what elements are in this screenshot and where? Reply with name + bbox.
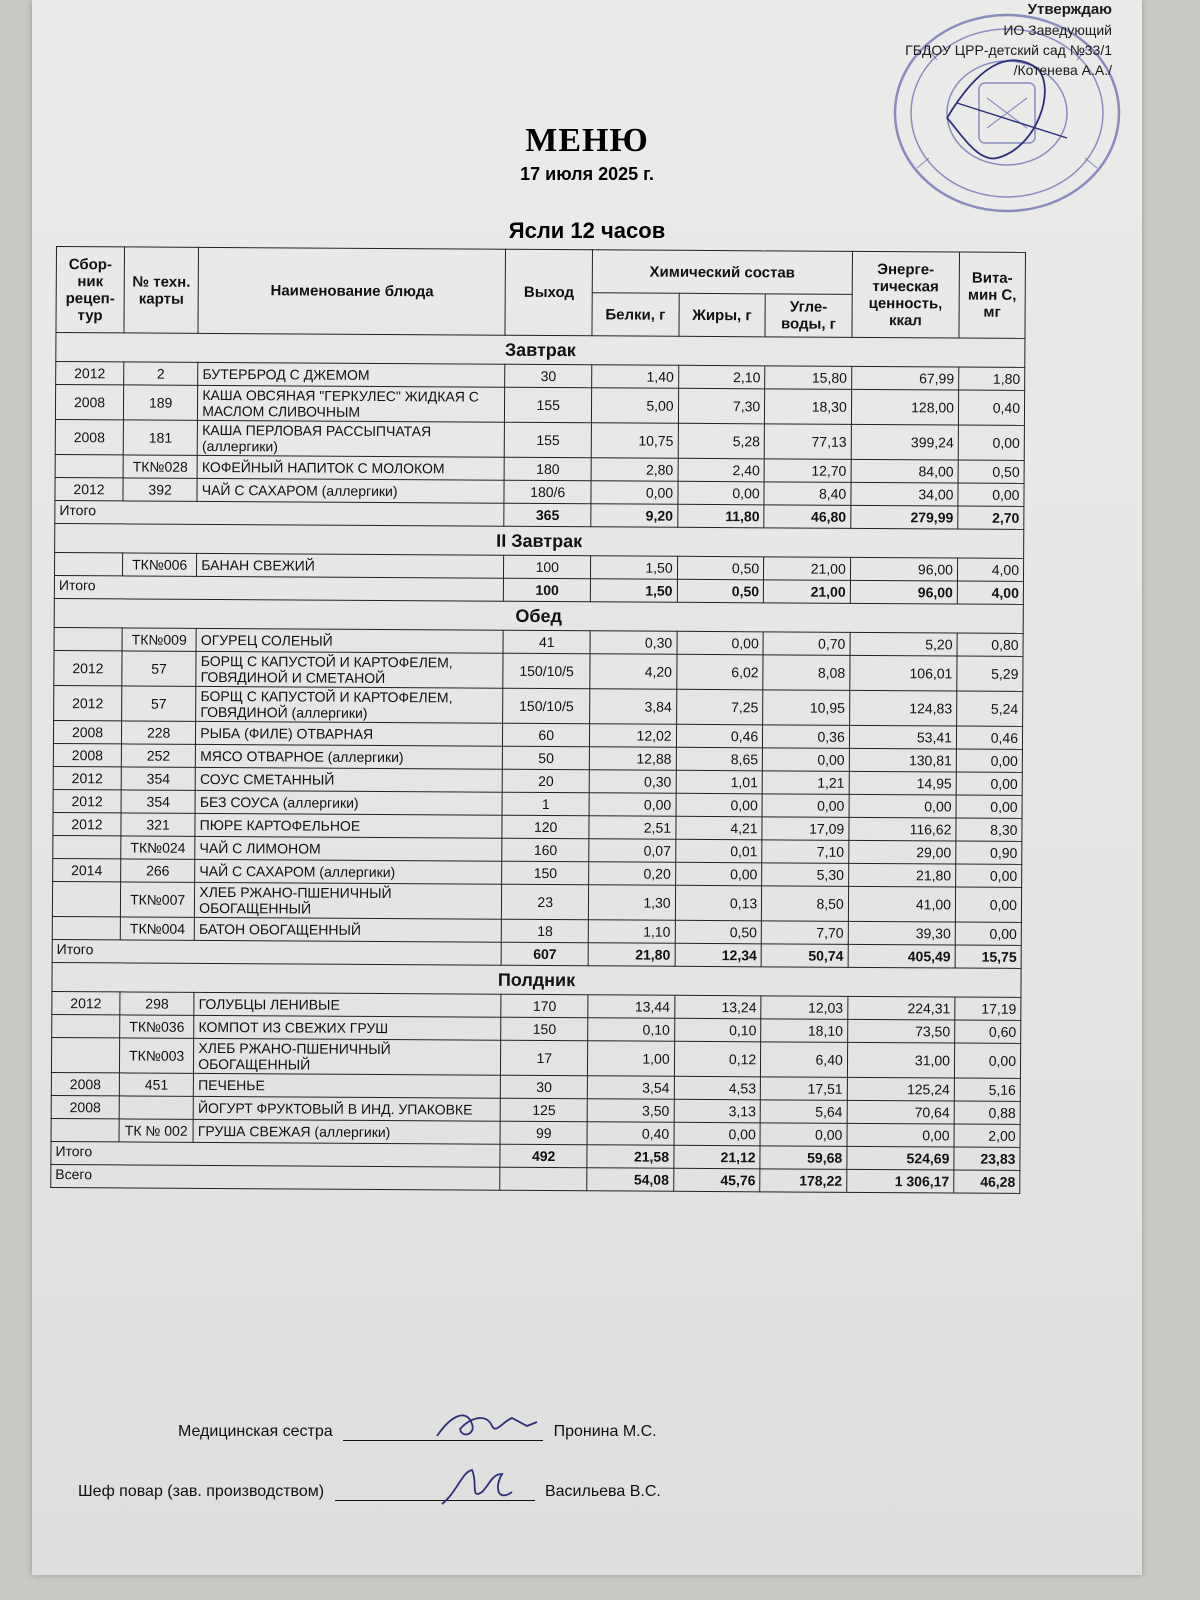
cell-fats: 0,01 [675, 839, 762, 863]
table-row [54, 685, 1023, 726]
total-energy: 524,69 [847, 1146, 954, 1170]
total-vitamin: 23,83 [954, 1147, 1020, 1170]
table-row [52, 881, 1021, 922]
total-label: Итого [54, 575, 504, 601]
cell-energy: 29,00 [848, 840, 955, 864]
cell-energy: 0,00 [847, 1123, 954, 1147]
cell-dish-name: БАТОН ОБОГАЩЕННЫЙ [195, 917, 502, 942]
cell-proteins: 1,40 [592, 365, 679, 389]
cell-proteins: 1,00 [587, 1041, 674, 1077]
cell-tech-card: 354 [121, 790, 195, 813]
cell-output: 1 [502, 792, 589, 816]
cell-collection: 2012 [56, 362, 124, 385]
cell-vitamin: 5,29 [957, 656, 1023, 691]
cell-carbs: 0,00 [762, 748, 849, 772]
cell-energy: 67,99 [851, 366, 958, 390]
total-label: Итого [55, 500, 505, 526]
cell-vitamin: 0,50 [958, 460, 1024, 483]
total-proteins: 21,80 [588, 943, 675, 967]
cell-collection [55, 454, 123, 477]
cell-collection: 2012 [53, 766, 121, 789]
cell-output: 23 [502, 884, 589, 920]
cell-tech-card: ТК№024 [121, 836, 195, 859]
table-row [55, 385, 1024, 426]
cell-collection: 2008 [51, 1095, 119, 1118]
cell-vitamin: 0,00 [955, 922, 1021, 945]
cell-fats: 0,00 [678, 481, 765, 505]
cell-carbs: 17,51 [760, 1077, 847, 1101]
cell-output: 18 [502, 919, 589, 943]
menu-table [50, 246, 1026, 1194]
cell-output: 17 [501, 1040, 588, 1076]
cell-proteins: 0,00 [589, 793, 676, 817]
nurse-name: Пронина М.С. [553, 1423, 657, 1440]
cell-tech-card: 266 [121, 859, 195, 882]
cell-output: 30 [505, 364, 592, 388]
cell-output: 170 [501, 994, 588, 1018]
cell-dish-name: БЕЗ СОУСА (аллергики) [195, 790, 502, 815]
grand-total-energy: 1 306,17 [846, 1169, 953, 1193]
cell-energy: 41,00 [848, 886, 955, 922]
cell-carbs: 8,50 [762, 886, 849, 922]
cell-carbs: 8,40 [764, 482, 851, 506]
grand-total-proteins: 54,08 [587, 1168, 674, 1192]
chef-name: Васильева В.С. [544, 1483, 661, 1500]
total-energy: 96,00 [850, 580, 957, 604]
page-title: МЕНЮ [525, 122, 649, 159]
cell-tech-card: 57 [122, 686, 196, 721]
cell-proteins: 2,80 [591, 458, 678, 482]
cell-tech-card: ТК№009 [122, 628, 196, 651]
cell-dish-name: БОРЩ С КАПУСТОЙ И КАРТОФЕЛЕМ, ГОВЯДИНОЙ И СМЕТАНОЙ [196, 651, 503, 688]
cell-tech-card: ТК№036 [120, 1015, 194, 1038]
cell-dish-name: ХЛЕБ РЖАНО-ПШЕНИЧНЫЙ ОБОГАЩЕННЫЙ [195, 882, 502, 919]
cell-carbs: 5,64 [760, 1100, 847, 1124]
total-carbs: 21,00 [764, 580, 851, 604]
cell-collection [52, 1014, 120, 1037]
cell-proteins: 0,07 [589, 839, 676, 863]
cell-dish-name: МЯСО ОТВАРНОЕ (аллергики) [196, 744, 503, 769]
cell-dish-name: ГРУША СВЕЖАЯ (аллергики) [193, 1119, 500, 1144]
cell-proteins: 3,50 [587, 1099, 674, 1123]
cell-vitamin: 0,00 [958, 483, 1024, 506]
chef-role: Шеф повар (зав. производством) [78, 1483, 325, 1500]
cell-vitamin: 0,88 [954, 1101, 1020, 1124]
cell-vitamin: 0,00 [956, 864, 1022, 887]
cell-dish-name: КОФЕЙНЫЙ НАПИТОК С МОЛОКОМ [197, 455, 504, 480]
cell-collection: 2012 [54, 685, 122, 720]
cell-collection [54, 627, 122, 650]
cell-fats: 4,53 [674, 1076, 761, 1100]
cell-carbs: 12,03 [761, 996, 848, 1020]
cell-dish-name: СОУС СМЕТАННЫЙ [195, 767, 502, 792]
cell-fats: 0,00 [676, 793, 763, 817]
cell-vitamin: 0,90 [956, 841, 1022, 864]
cell-energy: 0,00 [849, 794, 956, 818]
cell-carbs: 7,10 [762, 840, 849, 864]
cell-dish-name: ЧАЙ С ЛИМОНОМ [195, 836, 502, 861]
cell-collection: 2008 [55, 385, 123, 420]
cell-proteins: 0,10 [588, 1018, 675, 1042]
cell-energy: 53,41 [849, 725, 956, 749]
total-fats: 11,80 [677, 504, 764, 528]
nurse-signature-scribble [432, 1404, 542, 1444]
cell-vitamin: 0,80 [957, 633, 1023, 656]
cell-tech-card: ТК№028 [123, 455, 197, 478]
cell-fats: 3,13 [674, 1099, 761, 1123]
cell-energy: 21,80 [848, 863, 955, 887]
cell-vitamin: 0,60 [955, 1020, 1021, 1043]
cell-carbs: 18,30 [765, 389, 852, 425]
cell-collection [52, 881, 120, 916]
total-energy: 279,99 [851, 505, 958, 529]
nurse-signature-line [178, 1422, 657, 1441]
total-carbs: 50,74 [761, 944, 848, 968]
cell-proteins: 2,51 [589, 816, 676, 840]
menu-sheet [32, 0, 1142, 1575]
grand-total-label: Всего [51, 1164, 501, 1190]
cell-vitamin: 0,00 [956, 749, 1022, 772]
cell-dish-name: ХЛЕБ РЖАНО-ПШЕНИЧНЫЙ ОБОГАЩЕННЫЙ [194, 1038, 501, 1075]
col-carbs: Угле-воды, г [765, 294, 852, 338]
cell-dish-name: КОМПОТ ИЗ СВЕЖИХ ГРУШ [194, 1015, 501, 1040]
cell-vitamin: 1,80 [959, 367, 1025, 390]
cell-vitamin: 0,00 [958, 425, 1024, 460]
cell-dish-name: БОРЩ С КАПУСТОЙ И КАРТОФЕЛЕМ, ГОВЯДИНОЙ (аллергики) [196, 686, 503, 723]
cell-energy: 116,62 [849, 817, 956, 841]
cell-dish-name: ПЕЧЕНЬЕ [194, 1073, 501, 1098]
table-row [51, 1037, 1020, 1078]
cell-carbs: 0,00 [760, 1123, 847, 1147]
cell-tech-card: 2 [124, 362, 198, 385]
total-fats: 21,12 [673, 1145, 760, 1169]
cell-energy: 84,00 [851, 459, 958, 483]
cell-vitamin: 0,00 [956, 772, 1022, 795]
cell-tech-card: 298 [120, 992, 194, 1015]
cell-energy: 399,24 [851, 424, 958, 460]
cell-fats: 7,25 [676, 689, 763, 725]
cell-tech-card: ТК№003 [119, 1038, 193, 1073]
cell-carbs: 8,08 [763, 655, 850, 691]
cell-fats: 0,00 [677, 631, 764, 655]
cell-fats: 0,10 [674, 1018, 761, 1042]
cell-collection: 2012 [53, 812, 121, 835]
cell-energy: 39,30 [848, 921, 955, 945]
cell-output: 125 [501, 1098, 588, 1122]
cell-vitamin: 17,19 [955, 997, 1021, 1020]
cell-collection: 2008 [51, 1072, 119, 1095]
total-carbs: 46,80 [764, 505, 851, 529]
cell-proteins: 0,30 [590, 631, 677, 655]
cell-proteins: 5,00 [591, 388, 678, 424]
cell-output: 155 [505, 422, 592, 458]
cell-output: 99 [500, 1121, 587, 1145]
total-carbs: 59,68 [760, 1146, 847, 1170]
col-fats: Жиры, г [679, 293, 766, 337]
cell-output: 120 [502, 815, 589, 839]
cell-energy: 70,64 [847, 1100, 954, 1124]
cell-tech-card: ТК № 002 [119, 1119, 193, 1142]
cell-energy: 5,20 [850, 632, 957, 656]
cell-vitamin: 2,00 [954, 1124, 1020, 1147]
cell-energy: 34,00 [851, 482, 958, 506]
cell-tech-card: 392 [123, 478, 197, 501]
total-proteins: 21,58 [587, 1145, 674, 1169]
table-row [55, 419, 1024, 460]
cell-proteins: 0,30 [589, 770, 676, 794]
total-output: 607 [502, 942, 589, 966]
approval-org: ГБДОУ ЦРР-детский сад №33/1 [905, 42, 1112, 58]
cell-tech-card: ТК№007 [120, 882, 194, 917]
col-output: Выход [505, 249, 592, 336]
cell-fats: 1,01 [676, 770, 763, 794]
cell-vitamin: 5,24 [957, 691, 1023, 726]
cell-proteins: 0,00 [591, 481, 678, 505]
cell-output: 20 [503, 769, 590, 793]
cell-output: 30 [501, 1075, 588, 1099]
col-collection: Сбор-ник рецеп-тур [56, 247, 125, 333]
cell-vitamin: 0,00 [955, 887, 1021, 922]
col-dish-name: Наименование блюда [198, 247, 506, 335]
total-proteins: 1,50 [590, 579, 677, 603]
cell-proteins: 1,50 [590, 556, 677, 580]
cell-tech-card: 228 [121, 721, 195, 744]
cell-fats: 0,50 [675, 920, 762, 944]
cell-fats: 2,40 [678, 458, 765, 482]
cell-tech-card: 252 [121, 744, 195, 767]
cell-fats: 5,28 [678, 423, 765, 459]
cell-fats: 7,30 [678, 388, 765, 424]
cell-energy: 124,83 [849, 690, 956, 726]
cell-vitamin: 0,00 [956, 795, 1022, 818]
cell-energy: 224,31 [848, 996, 955, 1020]
cell-proteins: 3,84 [590, 689, 677, 725]
cell-tech-card: ТК№004 [120, 917, 194, 940]
cell-fats: 0,12 [674, 1041, 761, 1077]
total-fats: 12,34 [675, 943, 762, 967]
col-tech-card: № техн. карты [124, 247, 199, 333]
cell-collection: 2012 [54, 650, 122, 685]
grand-total-vitamin: 46,28 [954, 1170, 1020, 1193]
cell-proteins: 13,44 [588, 995, 675, 1019]
cell-output: 41 [503, 630, 590, 654]
total-fats: 0,50 [677, 579, 764, 603]
cell-collection [51, 1118, 119, 1141]
grand-total-carbs: 178,22 [760, 1169, 847, 1193]
cell-dish-name: ЙОГУРТ ФРУКТОВЫЙ В ИНД. УПАКОВКЕ [193, 1096, 500, 1121]
cell-output: 60 [503, 723, 590, 747]
cell-fats: 6,02 [676, 654, 763, 690]
cell-proteins: 0,20 [589, 862, 676, 886]
cell-proteins: 1,30 [588, 885, 675, 921]
grand-total-row [51, 1164, 1020, 1193]
cell-output: 150 [501, 1017, 588, 1041]
cell-carbs: 10,95 [763, 690, 850, 726]
total-output: 365 [504, 503, 591, 527]
section-title: II Завтрак [55, 523, 1024, 558]
cell-collection [51, 1037, 119, 1072]
cell-fats: 0,13 [675, 885, 762, 921]
cell-proteins: 10,75 [591, 423, 678, 459]
cell-fats: 0,46 [676, 724, 763, 748]
cell-carbs: 12,70 [764, 459, 851, 483]
cell-fats: 0,00 [674, 1122, 761, 1146]
cell-collection: 2008 [53, 743, 121, 766]
cell-dish-name: ПЮРЕ КАРТОФЕЛЬНОЕ [195, 813, 502, 838]
cell-energy: 125,24 [847, 1077, 954, 1101]
cell-dish-name: ЧАЙ С САХАРОМ (аллергики) [197, 478, 504, 503]
cell-tech-card: 57 [122, 651, 196, 686]
cell-collection: 2012 [52, 991, 120, 1014]
approval-block [905, 0, 1112, 80]
total-energy: 405,49 [848, 944, 955, 968]
cell-dish-name: РЫБА (ФИЛЕ) ОТВАРНАЯ [196, 721, 503, 746]
menu-date: 17 июля 2025 г. [520, 164, 654, 184]
cell-fats: 0,50 [677, 556, 764, 580]
cell-output: 180/6 [504, 480, 591, 504]
menu-body [51, 333, 1025, 1194]
cell-collection [52, 916, 120, 939]
cell-output: 150 [502, 861, 589, 885]
total-output: 100 [504, 578, 591, 602]
cell-collection: 2012 [55, 477, 123, 500]
cell-tech-card: 321 [121, 813, 195, 836]
cell-carbs: 21,00 [764, 557, 851, 581]
group-name: Ясли 12 часов [508, 218, 666, 243]
cell-vitamin: 0,46 [956, 726, 1022, 749]
cell-collection: 2012 [53, 789, 121, 812]
approval-name: /Котенева А.А./ [1013, 62, 1112, 78]
cell-carbs: 7,70 [761, 921, 848, 945]
col-energy: Энерге-тическая ценность, ккал [852, 251, 960, 338]
total-output: 492 [500, 1144, 587, 1168]
cell-dish-name: ЧАЙ С САХАРОМ (аллергики) [195, 859, 502, 884]
cell-tech-card: ТК№006 [123, 553, 197, 576]
cell-carbs: 17,09 [762, 817, 849, 841]
cell-tech-card: 354 [121, 767, 195, 790]
cell-tech-card: 181 [123, 420, 197, 455]
cell-proteins: 12,88 [589, 747, 676, 771]
col-vitamin: Вита-мин С, мг [959, 252, 1026, 338]
cell-collection [54, 552, 122, 575]
cell-dish-name: ОГУРЕЦ СОЛЕНЫЙ [196, 628, 503, 653]
section-title: Завтрак [56, 333, 1025, 368]
table-row [54, 650, 1023, 691]
cell-energy: 96,00 [850, 557, 957, 581]
cell-dish-name: КАША ПЕРЛОВАЯ РАССЫПЧАТАЯ (аллергики) [197, 420, 504, 457]
cell-proteins: 3,54 [587, 1076, 674, 1100]
cell-proteins: 4,20 [590, 654, 677, 690]
cell-carbs: 77,13 [764, 424, 851, 460]
cell-vitamin: 4,00 [957, 558, 1023, 581]
cell-carbs: 15,80 [765, 366, 852, 390]
cell-fats: 8,65 [676, 747, 763, 771]
cell-fats: 2,10 [678, 365, 765, 389]
cell-dish-name: ГОЛУБЦЫ ЛЕНИВЫЕ [194, 992, 501, 1017]
cell-energy: 31,00 [847, 1042, 954, 1078]
cell-tech-card [119, 1096, 193, 1119]
cell-energy: 130,81 [849, 748, 956, 772]
col-chem: Химический состав [592, 250, 852, 295]
approval-title: Утверждаю [1027, 1, 1112, 18]
cell-proteins: 0,40 [587, 1122, 674, 1146]
cell-fats: 13,24 [674, 995, 761, 1019]
cell-collection [53, 835, 121, 858]
cell-proteins: 1,10 [588, 920, 675, 944]
total-vitamin: 15,75 [955, 945, 1021, 968]
cell-tech-card: 189 [123, 385, 197, 420]
cell-collection: 2014 [53, 858, 121, 881]
section-title: Обед [54, 598, 1023, 633]
cell-output: 150/10/5 [503, 688, 590, 724]
cell-vitamin: 0,00 [954, 1043, 1020, 1078]
col-proteins: Белки, г [592, 293, 679, 337]
total-proteins: 9,20 [591, 504, 678, 528]
cell-carbs: 1,21 [762, 771, 849, 795]
total-label: Итого [51, 1141, 501, 1167]
cell-carbs: 6,40 [761, 1042, 848, 1078]
cell-output: 100 [504, 555, 591, 579]
total-label: Итого [52, 939, 502, 965]
total-vitamin: 2,70 [958, 506, 1024, 529]
approval-position: ИО Заведующий [1003, 22, 1112, 38]
cell-carbs: 18,10 [761, 1019, 848, 1043]
cell-energy: 14,95 [849, 771, 956, 795]
cell-output: 150/10/5 [503, 653, 590, 689]
total-vitamin: 4,00 [957, 581, 1023, 604]
cell-vitamin: 8,30 [956, 818, 1022, 841]
nurse-role: Медицинская сестра [178, 1423, 333, 1440]
grand-total-output [500, 1167, 587, 1191]
cell-output: 50 [503, 746, 590, 770]
cell-energy: 128,00 [851, 389, 958, 425]
cell-output: 180 [505, 457, 592, 481]
cell-carbs: 5,30 [762, 863, 849, 887]
cell-dish-name: БУТЕРБРОД С ДЖЕМОМ [198, 362, 505, 387]
cell-output: 160 [502, 838, 589, 862]
cell-carbs: 0,00 [762, 794, 849, 818]
cell-fats: 4,21 [675, 816, 762, 840]
cell-dish-name: БАНАН СВЕЖИЙ [197, 553, 504, 578]
cell-carbs: 0,36 [763, 725, 850, 749]
chef-signature-line [78, 1482, 661, 1501]
cell-tech-card: 451 [119, 1073, 193, 1096]
cell-energy: 106,01 [850, 655, 957, 691]
cell-energy: 73,50 [847, 1019, 954, 1043]
cell-collection: 2008 [53, 720, 121, 743]
cell-fats: 0,00 [675, 862, 762, 886]
cell-collection: 2008 [55, 419, 123, 454]
cell-proteins: 12,02 [589, 724, 676, 748]
cell-dish-name: КАША ОВСЯНАЯ "ГЕРКУЛЕС" ЖИДКАЯ С МАСЛОМ СЛИВОЧНЫМ [198, 385, 505, 422]
cell-carbs: 0,70 [763, 632, 850, 656]
cell-vitamin: 5,16 [954, 1078, 1020, 1101]
cell-vitamin: 0,40 [958, 390, 1024, 425]
grand-total-fats: 45,76 [673, 1168, 760, 1192]
section-title: Полдник [52, 962, 1021, 997]
chef-signature-scribble [432, 1462, 522, 1512]
cell-output: 155 [505, 387, 592, 423]
